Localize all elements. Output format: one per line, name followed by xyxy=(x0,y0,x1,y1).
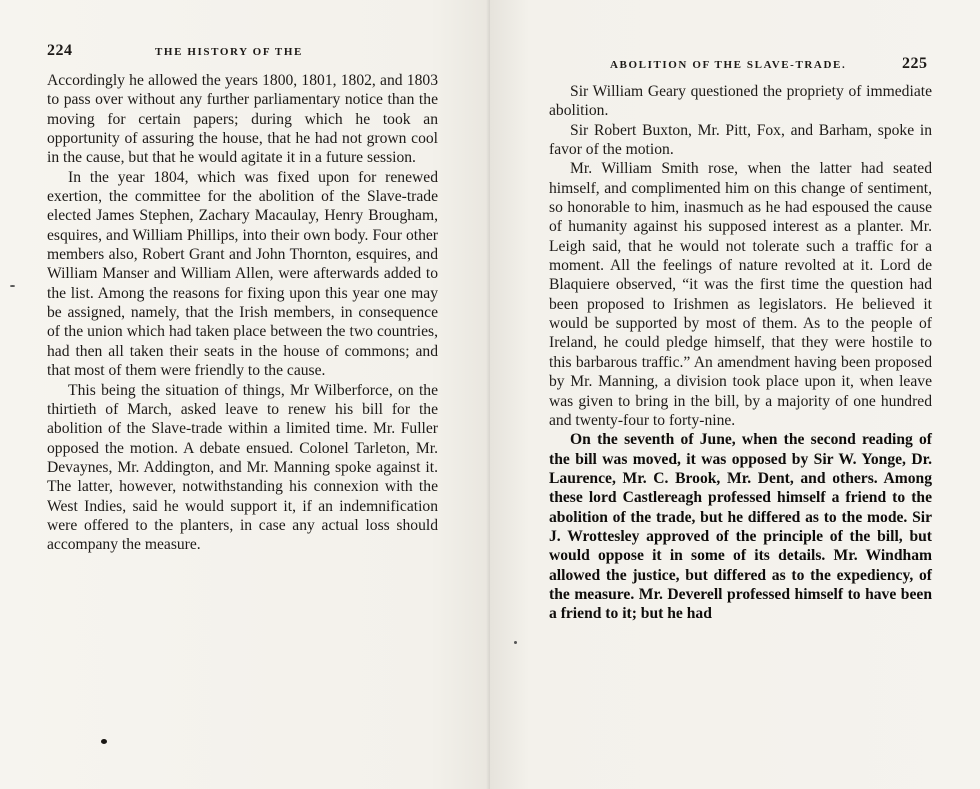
right-page-body xyxy=(549,82,932,624)
paragraph: Mr. William Smith rose, when the latter had seated himself, and complimented him on this change of sentiment, so honorable to him, inasmuch as he had espoused the cause of humanity against his supposed interest as a planter. Mr. Leigh said, that he would not tolerate such a traffic for a moment. All the feelings of nature revolted at it. Lord de Blaquiere observed, “it was the first time the question had been proposed to Irishmen as legislators. He believed it would be supported by most of them. As to the people of Ireland, he could pledge himself, that they were hostile to this barbarous traffic.” An amendment having been proposed by Mr. Manning, a division took place upon it, when leave was given to bring in the bill, by a majority of one hundred and twenty-four to forty-nine. xyxy=(549,160,932,429)
paragraph: This being the situation of things, Mr Wilberforce, on the thirtieth of March, asked leave to renew his bill for the abolition of the Slave-trade within a limited time. Mr. Fuller opposed the motion. A debate ensued. Colonel Tarleton, Mr. Devaynes, Mr. Addington, and Mr. Manning spoke against it. The latter, however, notwithstanding his connexion with the West Indies, said he would support it, if an indemnification were offered to the planters, in case any actual loss should accompany the measure. xyxy=(47,381,438,554)
right-page xyxy=(490,0,980,789)
ink-speck xyxy=(10,285,15,287)
left-running-head: THE HISTORY OF THE xyxy=(155,46,303,58)
paragraph: Sir Robert Buxton, Mr. Pitt, Fox, and Barham, spoke in favor of the motion. xyxy=(549,121,932,159)
right-page-number: 225 xyxy=(902,55,928,72)
paragraph: Accordingly he allowed the years 1800, 1801, 1802, and 1803 to pass over without any further parliamentary notice than the moving for certain papers; during which he took an opportunity of assuring the house, that he had not grown cool in the cause, but that he would agitate it in a future session. xyxy=(47,72,438,167)
ink-speck xyxy=(514,641,517,644)
left-page-body xyxy=(47,71,438,555)
paragraph: In the year 1804, which was fixed upon for renewed exertion, the committee for the abolition of the Slave-trade elected James Stephen, Zachary Macaulay, Henry Brougham, esquires, and William Phillips, into their own body. Four other members also, Robert Grant and John Thornton, esquires, and William Manser and William Allen, were afterwards added to the list. Among the reasons for fixing upon this year one may be assigned, namely, that the Irish members, in consequence of the union which had taken place between the two countries, had then all taken their seats in the house of commons; and that most of them were friendly to the cause. xyxy=(47,168,438,380)
paragraph: On the seventh of June, when the second reading of the bill was moved, it was opposed by Sir W. Yonge, Dr. Laurence, Mr. C. Brook, Mr. Dent, and others. Among these lord Castlereagh professed himself a friend to the abolition of the trade, but he differed as to the mode. Sir J. Wrottesley approved of the principle of the bill, but would oppose it in some of its details. Mr. Windham allowed the justice, but differed as to the expediency, of the measure. Mr. Deverell professed himself to have been a friend to it; but he had xyxy=(549,431,932,623)
right-running-head: ABOLITION OF THE SLAVE-TRADE. xyxy=(610,59,847,71)
ink-blot xyxy=(101,739,107,744)
left-page-number: 224 xyxy=(47,42,73,59)
paragraph: Sir William Geary questioned the propriety of immediate abolition. xyxy=(549,83,932,120)
